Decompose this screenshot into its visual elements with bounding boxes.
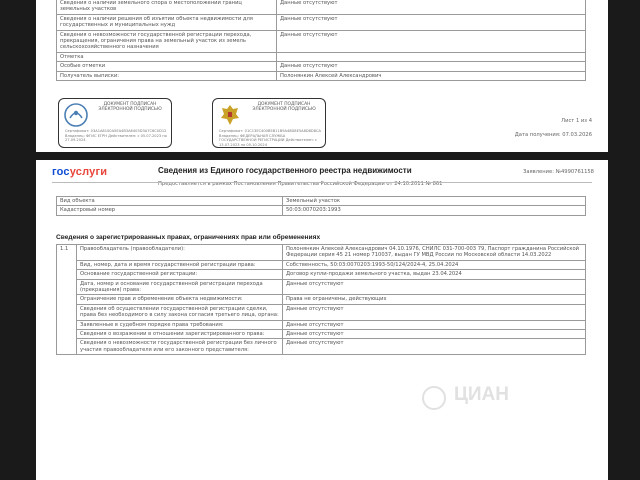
row-label: Сведения о возражении в отношении зарегистрированного права: bbox=[77, 330, 283, 339]
row-label: Правообладатель (правообладатели): bbox=[77, 245, 283, 261]
table-row bbox=[57, 260, 586, 269]
row-number: 1.1 bbox=[57, 245, 77, 355]
row-value: Данные отсутствуют bbox=[283, 304, 586, 320]
section-title: Сведения о зарегистрированных правах, ограничениях прав или обременениях bbox=[56, 234, 321, 241]
row-value: Земельный участок bbox=[283, 197, 586, 206]
row-value: Права не ограничены, действующих bbox=[283, 295, 586, 304]
document-title: Сведения из Единого государственного реестра недвижимости bbox=[158, 166, 412, 175]
table-row bbox=[57, 30, 586, 52]
application-number: Заявление: №4990761158 bbox=[523, 169, 594, 175]
print-date: Дата получения: 07.03.2026 bbox=[514, 132, 592, 138]
row-value: Данные отсутствуют bbox=[277, 30, 586, 52]
row-label: Ограничение прав и обременение объекта недвижимости: bbox=[77, 295, 283, 304]
row-label: Отметка bbox=[57, 52, 277, 61]
table-row bbox=[57, 339, 586, 355]
table-row bbox=[57, 279, 586, 295]
table-row bbox=[57, 304, 586, 320]
row-value: Договор купли-продажи земельного участка, выдан 23.04.2024 bbox=[283, 270, 586, 279]
stamp-details: Сертификат: 01C13EC400B5B11B9A48D8E5A8D6D8CA Владелец: ФЕДЕРАЛЬНАЯ СЛУЖБА ГОСУДАРСТВЕННОЙ РЕГИСТРАЦИИ Действителен: с 13.07.2023 по 05.10.2024 bbox=[219, 129, 321, 147]
document-page-1 bbox=[36, 0, 608, 152]
row-label: Заявленные в судебном порядке права требования: bbox=[77, 320, 283, 329]
row-label: Дата, номер и основание государственной регистрации перехода (прекращения) права: bbox=[77, 279, 283, 295]
signature-stamp-1 bbox=[58, 98, 172, 148]
signature-stamp-2 bbox=[212, 98, 326, 148]
row-label: Сведения об осуществлении государственной регистрации сделки, права без необходимого в силу закона согласия третьего лица, органа: bbox=[77, 304, 283, 320]
table-row bbox=[57, 0, 586, 14]
stamp-details: Сертификат: 03A1A8100A5EA4B3A6403D3A7C6C0D12 Владелец: ФГИС ЕГРН Действителен: с 05.07.2023 по 27.09.2024 bbox=[65, 129, 167, 143]
row-label: Получатель выписки: bbox=[57, 71, 277, 80]
table-row bbox=[57, 71, 586, 80]
watermark: ЦИАН bbox=[454, 384, 509, 405]
row-label: Вид объекта bbox=[57, 197, 283, 206]
row-value: Полонянкин Алексей Александрович 04.10.1976, СНИЛС 031-700-003 79, Паспорт гражданина Российской Федерации серия 45 21 номер 710037, выдан ГУ МВД России по Московской области 14.03.2022 bbox=[283, 245, 586, 261]
emblem-icon bbox=[64, 103, 88, 127]
table-row bbox=[57, 206, 586, 215]
row-value: Данные отсутствуют bbox=[283, 320, 586, 329]
coat-of-arms-icon bbox=[218, 103, 242, 127]
table-row bbox=[57, 62, 586, 71]
row-label: Сведения о наличии решения об изъятии объекта недвижимости для государственных и муниципальных нужд bbox=[57, 14, 277, 30]
object-info-table bbox=[56, 196, 586, 216]
row-value: Данные отсутствуют bbox=[277, 0, 586, 14]
header-divider bbox=[52, 182, 592, 183]
row-value: Данные отсутствуют bbox=[277, 62, 586, 71]
row-value: Данные отсутствуют bbox=[277, 14, 586, 30]
stamp-title: ДОКУМЕНТ ПОДПИСАН ЭЛЕКТРОННОЙ ПОДПИСЬЮ bbox=[98, 102, 162, 113]
table-row bbox=[57, 320, 586, 329]
row-label: Особые отметки bbox=[57, 62, 277, 71]
row-value: 50:03:0070203:1993 bbox=[283, 206, 586, 215]
stamp-title: ДОКУМЕНТ ПОДПИСАН ЭЛЕКТРОННОЙ ПОДПИСЬЮ bbox=[252, 102, 316, 113]
row-label: Вид, номер, дата и время государственной регистрации права: bbox=[77, 260, 283, 269]
row-label: Кадастровый номер bbox=[57, 206, 283, 215]
table-row bbox=[57, 197, 586, 206]
rights-table bbox=[56, 244, 586, 355]
document-page-2 bbox=[36, 160, 608, 480]
row-value: Полонянкин Алексей Александрович bbox=[277, 71, 586, 80]
row-label: Сведения о невозможности государственной регистрации перехода, прекращения, ограничения права на земельный участок из земель сельскохозяйственного назначения bbox=[57, 30, 277, 52]
sheet-number: Лист 1 из 4 bbox=[561, 118, 592, 124]
table-row bbox=[57, 52, 586, 61]
row-value: Собственность, 50:03:0070203:1993-50/124/2024-4, 25.04.2024 bbox=[283, 260, 586, 269]
page1-table bbox=[56, 0, 586, 81]
table-row bbox=[57, 330, 586, 339]
gosuslugi-logo: госуслуги bbox=[52, 166, 108, 178]
watermark-icon bbox=[422, 386, 446, 410]
table-row bbox=[57, 245, 586, 261]
row-value bbox=[277, 52, 586, 61]
row-label: Сведения о невозможности государственной регистрации без личного участия правообладателя или его законного представителя: bbox=[77, 339, 283, 355]
row-label: Основание государственной регистрации: bbox=[77, 270, 283, 279]
table-row bbox=[57, 295, 586, 304]
row-label: Сведения о наличии земельного спора о местоположении границ земельных участков bbox=[57, 0, 277, 14]
document-subtitle: Предоставляется в рамках Постановления Правительства Российской Федерации от 24.10.2011 № 861 bbox=[158, 181, 443, 187]
table-row bbox=[57, 270, 586, 279]
table-row bbox=[57, 14, 586, 30]
row-value: Данные отсутствуют bbox=[283, 279, 586, 295]
row-value: Данные отсутствуют bbox=[283, 339, 586, 355]
row-value: Данные отсутствуют bbox=[283, 330, 586, 339]
